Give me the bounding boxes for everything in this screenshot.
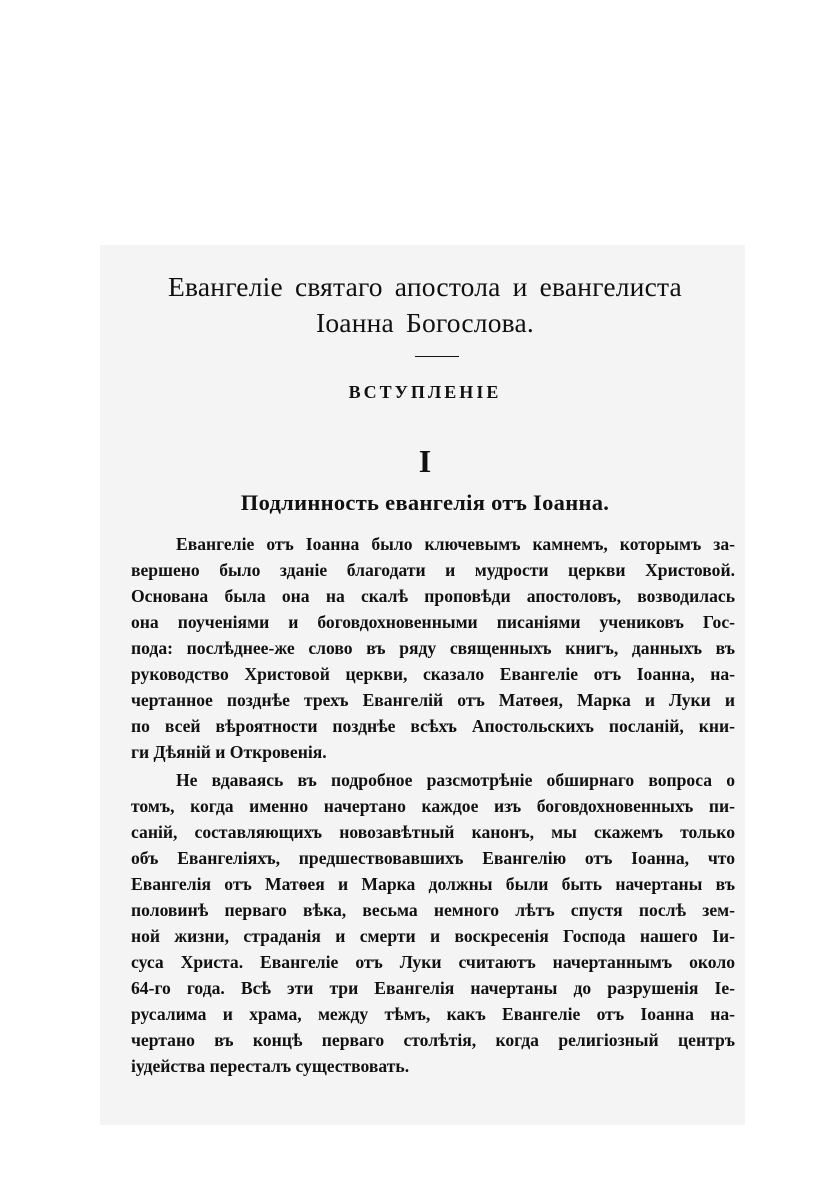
text-line: вершено было зданіе благодати и мудрости церкви Христовой. — [131, 560, 735, 580]
text-line: чертанное позднѣе трехъ Евангелій отъ Матѳея, Марка и Луки и — [131, 690, 735, 710]
text-line: Основана была она на скалѣ проповѣди апостоловъ, возводилась — [131, 586, 735, 606]
section-title: Подлинность евангелія отъ Іоанна. — [240, 490, 610, 515]
text-line: Не вдаваясь въ подробное разсмотрѣніе обширнаго вопроса о — [176, 770, 735, 790]
text-line: руководство Христовой церкви, сказало Евангеліе отъ Іоанна, на- — [131, 664, 735, 684]
text-line: Евангеліе отъ Іоанна было ключевымъ камнемъ, которымъ за- — [176, 534, 735, 554]
chapter-title-line-2: Іоанна Богослова. — [316, 307, 534, 338]
text-line: ги Дѣяній и Откровенія. — [131, 742, 327, 762]
text-line: объ Евангеліяхъ, предшествовавшихъ Евангелію отъ Іоанна, что — [131, 848, 735, 868]
text-line: она поученіями и боговдохновенными писаніями учениковъ Гос- — [131, 612, 735, 632]
introduction-heading: ВСТУПЛЕНІЕ — [348, 382, 502, 402]
text-line: Евангелія отъ Матѳея и Марка должны были быть начертаны въ — [131, 874, 735, 894]
text-line: половинѣ перваго вѣка, весьма немного лѣтъ спустя послѣ зем- — [131, 900, 735, 920]
text-line: 64-го года. Всѣ эти три Евангелія начертаны до разрушенія Іе- — [131, 978, 735, 998]
section-numeral: I — [418, 443, 432, 479]
text-line: пода: послѣднее-же слово въ ряду священныхъ книгъ, данныхъ въ — [131, 638, 735, 658]
text-line: ной жизни, страданія и смерти и воскресенія Господа нашего Іи- — [131, 926, 735, 946]
title-divider — [415, 356, 459, 357]
text-line: по всей вѣроятности позднѣе всѣхъ Апостольскихъ посланій, кни- — [131, 716, 735, 736]
text-line: іудейства пересталъ существовать. — [131, 1056, 410, 1076]
chapter-title-line-1: Евангеліе святаго апостола и евангелиста — [168, 271, 682, 302]
text-line: саній, составляющихъ новозавѣтный канонъ, мы скажемъ только — [131, 822, 735, 842]
text-line: суса Христа. Евангеліе отъ Луки считаютъ начертаннымъ около — [131, 952, 735, 972]
text-line: русалима и храма, между тѣмъ, какъ Евангеліе отъ Іоанна на- — [131, 1004, 735, 1024]
text-line: чертано въ концѣ перваго столѣтія, когда религіозный центръ — [131, 1030, 735, 1050]
text-line: томъ, когда именно начертано каждое изъ боговдохновенныхъ пи- — [131, 796, 735, 816]
